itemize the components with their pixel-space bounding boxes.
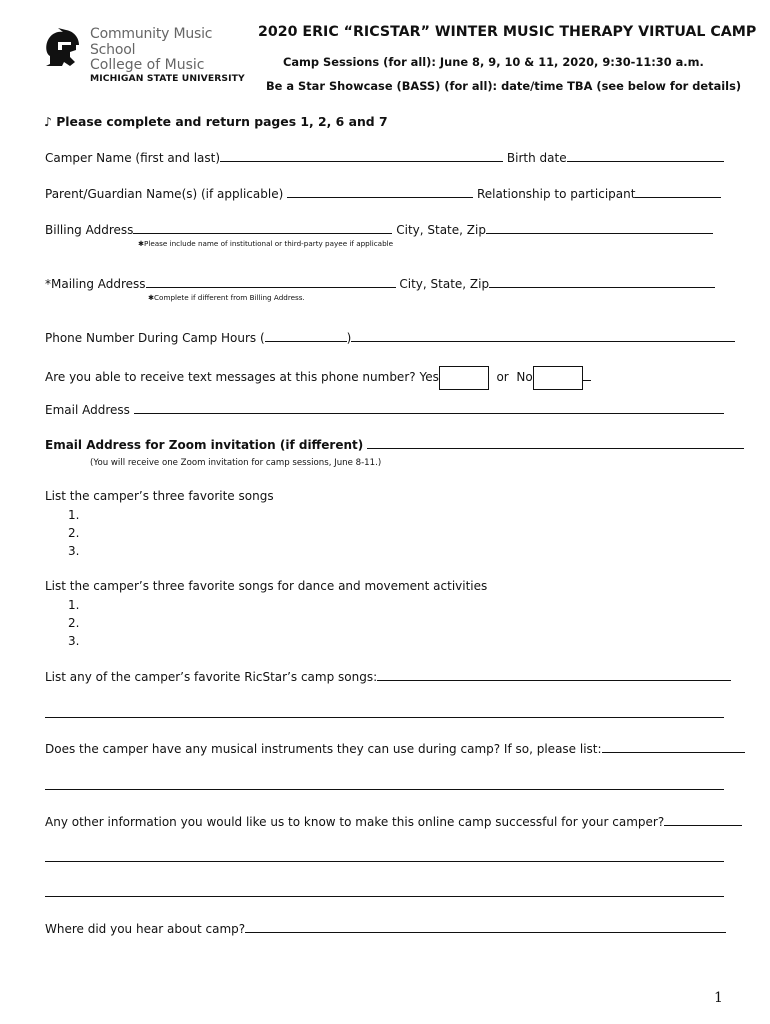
- phone-area-field[interactable]: [265, 330, 347, 342]
- yes-checkbox[interactable]: [439, 366, 489, 390]
- phone-close-paren: ): [346, 331, 352, 345]
- mailing-city-label: City, State, Zip: [399, 277, 490, 291]
- favorite-song-3[interactable]: 3.: [68, 544, 80, 558]
- zoom-email-row: [45, 437, 744, 452]
- instruments-extra-line[interactable]: [45, 789, 724, 790]
- dance-song-2[interactable]: 2.: [68, 616, 80, 630]
- phone-label: Phone Number During Camp Hours (: [45, 331, 265, 345]
- hear-about-label: Where did you hear about camp?: [45, 922, 246, 936]
- dance-songs-list: [44, 596, 79, 650]
- other-info-field[interactable]: [664, 814, 742, 826]
- instruments-row: [45, 741, 745, 756]
- mailing-row: [45, 276, 715, 291]
- mailing-city-field[interactable]: [489, 276, 715, 288]
- zoom-email-note: (You will receive one Zoom invitation for camp sessions, June 8-11.): [90, 458, 382, 468]
- billing-city-field[interactable]: [486, 222, 713, 234]
- camp-songs-label: List any of the camper’s favorite RicStar’s camp songs:: [45, 670, 378, 684]
- phone-number-field[interactable]: [351, 330, 735, 342]
- billing-row: [45, 222, 713, 237]
- billing-address-field[interactable]: [133, 222, 392, 234]
- or-label: or: [496, 370, 509, 384]
- hear-about-row: [45, 921, 726, 936]
- phone-row: [45, 330, 735, 345]
- favorite-songs-list: [44, 506, 79, 560]
- camper-name-label: Camper Name (first and last): [45, 151, 221, 165]
- mailing-note: ✱Complete if different from Billing Address.: [148, 293, 305, 302]
- mailing-address-label: *Mailing Address: [45, 277, 146, 291]
- spartan-helmet-icon: [40, 26, 84, 70]
- email-row: [45, 402, 724, 417]
- email-label: Email Address: [45, 403, 130, 417]
- billing-note: ✱Please include name of institutional or third-party payee if applicable: [138, 239, 394, 248]
- org-line-1: Community Music School: [90, 26, 213, 58]
- billing-city-label: City, State, Zip: [396, 223, 486, 237]
- org-line-2: College of Music: [90, 57, 205, 73]
- dance-song-3[interactable]: 3.: [68, 634, 80, 648]
- other-info-extra-line-2[interactable]: [45, 896, 724, 897]
- camp-songs-field[interactable]: [377, 669, 731, 681]
- favorite-song-2[interactable]: 2.: [68, 526, 80, 540]
- parent-name-field[interactable]: [287, 186, 473, 198]
- billing-address-label: Billing Address: [45, 223, 134, 237]
- hear-about-field[interactable]: [245, 921, 726, 933]
- favorite-songs-label: List the camper’s three favorite songs: [45, 489, 274, 503]
- other-info-row: [45, 814, 742, 829]
- yes-label: Yes: [419, 370, 439, 384]
- no-label: No: [516, 370, 533, 384]
- showcase-info: Be a Star Showcase (BASS) (for all): date/time TBA (see below for details): [266, 79, 742, 93]
- email-field[interactable]: [134, 402, 724, 414]
- text-messages-question: Are you able to receive text messages at this phone number?: [45, 370, 416, 384]
- zoom-email-field[interactable]: [367, 437, 744, 449]
- camper-name-field[interactable]: [220, 150, 503, 162]
- page-number: 1: [714, 990, 723, 1006]
- form-title: 2020 ERIC “RICSTAR” WINTER MUSIC THERAPY VIRTUAL CAMP: [258, 24, 757, 40]
- camp-songs-row: [45, 669, 731, 684]
- organization-name: [90, 26, 245, 85]
- camp-sessions-info: Camp Sessions (for all): June 8, 9, 10 & 11, 2020, 9:30-11:30 a.m.: [283, 55, 704, 69]
- relationship-field[interactable]: [635, 186, 721, 198]
- dance-songs-label: List the camper’s three favorite songs for dance and movement activities: [45, 579, 488, 593]
- org-line-3: MICHIGAN STATE UNIVERSITY: [90, 73, 245, 84]
- favorite-song-1[interactable]: 1.: [68, 508, 80, 522]
- no-checkbox[interactable]: [533, 366, 583, 390]
- mailing-address-field[interactable]: [146, 276, 396, 288]
- zoom-email-label: Email Address for Zoom invitation (if different): [45, 438, 364, 452]
- instruments-label: Does the camper have any musical instruments they can use during camp? If so, please list:: [45, 742, 602, 756]
- camp-songs-extra-line[interactable]: [45, 717, 724, 718]
- other-info-label: Any other information you would like us to know to make this online camp successful for your camper?: [45, 815, 665, 829]
- dance-song-1[interactable]: 1.: [68, 598, 80, 612]
- instruments-field[interactable]: [602, 741, 745, 753]
- parent-row: [45, 186, 721, 201]
- relationship-label: Relationship to participant: [476, 187, 636, 201]
- camper-name-row: [45, 150, 724, 165]
- other-info-extra-line-1[interactable]: [45, 861, 724, 862]
- birth-date-label: Birth date: [506, 151, 567, 165]
- school-logo: [40, 26, 245, 84]
- parent-name-label: Parent/Guardian Name(s) (if applicable): [45, 187, 284, 201]
- no-checkbox-tail: [583, 369, 591, 381]
- return-instructions: ♪ Please complete and return pages 1, 2, 6 and 7: [44, 114, 388, 129]
- text-messages-row: [45, 366, 591, 390]
- birth-date-field[interactable]: [567, 150, 724, 162]
